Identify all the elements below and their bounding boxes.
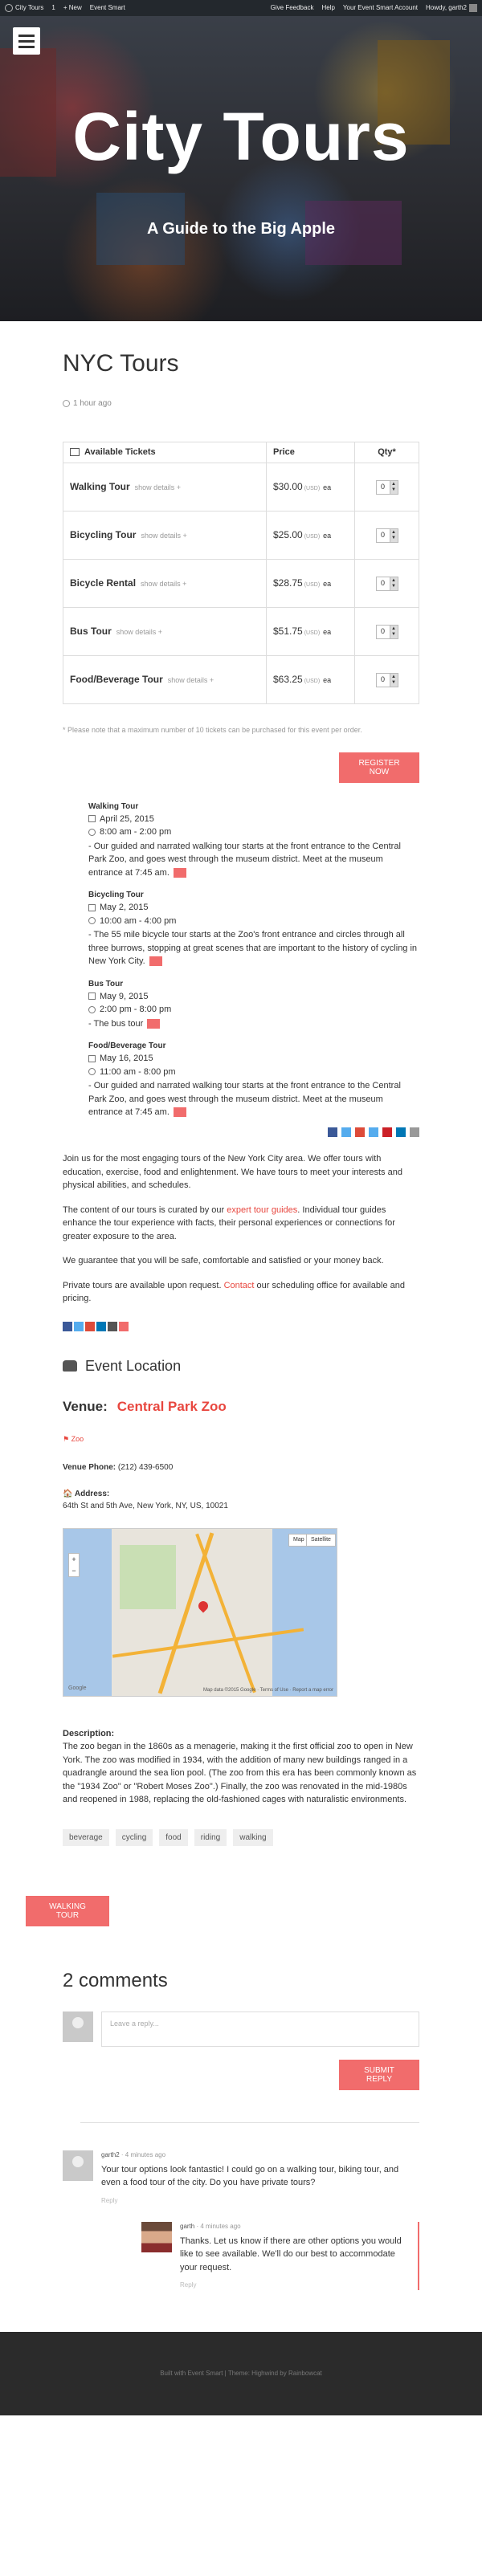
walking-tour-category-button[interactable]: WALKING TOUR xyxy=(26,1896,109,1926)
share-icons-bottom xyxy=(63,1322,419,1331)
ticket-unit: ea xyxy=(323,532,332,540)
map-tab[interactable]: Map xyxy=(288,1534,309,1547)
site-footer: Built with Event Smart | Theme: Highwind by Rainbowcat xyxy=(0,2332,482,2415)
ticket-name: Food/Beverage Tour xyxy=(70,674,163,686)
schedule-title: Bus Tour xyxy=(88,979,124,988)
schedule-title: Walking Tour xyxy=(88,801,139,811)
body-paragraph-2: The content of our tours is curated by our expert tour guides. Individual tour guides enhance the tour experience with facts, their personal experiences or connections for greater exposure to the area. xyxy=(63,1204,395,1241)
calendar-icon xyxy=(88,815,96,822)
schedule-item: Food/Beverage Tour May 16, 2015 11:00 am - 8:00 pm - Our guided and narrated walking tour starts at the front entrance to the Central Park Zoo, and goes west through the museum district. Meet at the museum entrance at 7:45 am. xyxy=(88,1040,419,1119)
ticket-currency: (USD) xyxy=(304,534,321,540)
ticket-currency: (USD) xyxy=(304,679,321,685)
tag-link[interactable]: cycling xyxy=(116,1829,153,1846)
clock-icon xyxy=(88,1068,96,1075)
ticket-price: $25.00 xyxy=(273,529,303,541)
expert-guides-link[interactable]: expert tour guides xyxy=(227,1204,298,1215)
chevron-down-icon: ▲ ▼ xyxy=(390,674,398,687)
comment-textarea[interactable]: Leave a reply... xyxy=(101,2011,419,2047)
admin-feedback[interactable]: Give Feedback xyxy=(270,4,314,11)
hamburger-icon xyxy=(18,35,35,37)
page-title: NYC Tours xyxy=(63,350,179,377)
schedule-title: Food/Beverage Tour xyxy=(88,1041,166,1050)
pinterest-icon[interactable] xyxy=(382,1127,392,1137)
ticket-price: $28.75 xyxy=(273,577,303,589)
ticket-name: Walking Tour xyxy=(70,481,130,493)
site-title[interactable]: City Tours xyxy=(72,99,410,174)
ticket-header-qty: Qty* xyxy=(355,442,419,463)
quantity-select[interactable]: 0 ▲ ▼ xyxy=(376,480,398,495)
reply-form xyxy=(63,2011,419,2047)
tag-link[interactable]: riding xyxy=(194,1829,227,1846)
twitter-icon[interactable] xyxy=(341,1127,351,1137)
show-details-link[interactable]: show details + xyxy=(167,676,214,685)
wordpress-icon xyxy=(5,4,13,12)
chevron-down-icon: ▲ ▼ xyxy=(390,529,398,542)
facebook-icon[interactable] xyxy=(328,1127,337,1137)
menu-toggle-button[interactable] xyxy=(13,27,40,55)
facebook-icon[interactable] xyxy=(63,1322,72,1331)
ticket-currency: (USD) xyxy=(304,630,321,637)
reply-link[interactable]: Reply xyxy=(180,2281,197,2289)
ticket-link-icon[interactable] xyxy=(174,1107,186,1117)
ticket-unit: ea xyxy=(323,628,332,637)
submit-reply-button[interactable]: SUBMIT REPLY xyxy=(339,2060,419,2090)
ticket-header-price: Price xyxy=(267,442,355,463)
body-paragraph-1: Join us for the most engaging tours of the New York City area. We offer tours with education, exercise, food and enlightenment. We have tours to meet your interests and physical abilities, and schedules. xyxy=(63,1154,402,1190)
admin-updates[interactable]: 1 xyxy=(51,4,55,11)
ticket-row xyxy=(63,608,419,656)
ticket-name: Bicycle Rental xyxy=(70,577,137,589)
schedule-item: Bus Tour May 9, 2015 2:00 pm - 8:00 pm - The bus tour xyxy=(88,978,419,1031)
ticket-price: $51.75 xyxy=(273,626,303,638)
admin-account[interactable]: Your Event Smart Account xyxy=(342,4,418,11)
twitter-icon[interactable] xyxy=(74,1322,84,1331)
calendar-icon xyxy=(88,904,96,911)
contact-link[interactable]: Contact xyxy=(223,1280,255,1290)
share-icons xyxy=(63,1127,419,1142)
show-details-link[interactable]: show details + xyxy=(141,532,187,540)
venue-map[interactable] xyxy=(63,1528,337,1697)
car-icon xyxy=(63,1360,77,1372)
comment xyxy=(63,2150,419,2291)
clock-icon xyxy=(88,1006,96,1013)
ticket-row xyxy=(63,560,419,608)
venue-phone: Venue Phone: (212) 439-6500 xyxy=(63,1462,174,1472)
ticket-link-icon[interactable] xyxy=(147,1019,160,1029)
map-attribution[interactable]: Map data ©2015 Google · Terms of Use · Report a map error xyxy=(202,1687,333,1693)
event-location-heading: Event Location xyxy=(63,1355,419,1377)
quantity-select[interactable]: 0 ▲ ▼ xyxy=(376,673,398,687)
admin-site-link[interactable]: City Tours xyxy=(5,3,43,13)
comment-reply xyxy=(141,2222,419,2291)
tag-link[interactable]: beverage xyxy=(63,1829,109,1846)
tumblr-icon[interactable] xyxy=(369,1127,378,1137)
post-date: 1 hour ago xyxy=(63,397,419,410)
map-pin-icon[interactable] xyxy=(197,1599,210,1612)
ticket-unit: ea xyxy=(323,483,332,492)
ticket-price: $30.00 xyxy=(273,481,303,493)
show-details-link[interactable]: show details + xyxy=(141,580,187,589)
map-zoom-control[interactable]: + − xyxy=(68,1553,80,1577)
admin-new[interactable]: + New xyxy=(63,4,82,11)
ticket-name: Bus Tour xyxy=(70,626,112,638)
linkedin-icon[interactable] xyxy=(396,1127,406,1137)
quantity-select[interactable]: 0 ▲ ▼ xyxy=(376,625,398,639)
body-paragraph-3: We guarantee that you will be safe, comfortable and satisfied or your money back. xyxy=(63,1256,384,1266)
site-tagline: A Guide to the Big Apple xyxy=(146,220,336,238)
comments-heading: 2 comments xyxy=(63,1969,168,1991)
venue: Venue: Central Park Zoo xyxy=(63,1398,227,1414)
tag-link[interactable]: food xyxy=(159,1829,187,1846)
tag-list xyxy=(63,1829,419,1846)
venue-description: Description: The zoo began in the 1860s as a menagerie, making it the first official zoo to open in New York. The zoo was modified in 1934, with the addition of many new buildings ranged in a quadrangle around the sea lion pool. (The zoo from this era has been commonly known as the "1934 Zoo" or "Robert Moses Zoo".) Finally, the zoo was renovated in the mid-1980s and reopened in 1988, replacing the old-fashioned cages with naturalistic environments. xyxy=(63,1728,417,1804)
quantity-select[interactable]: 0 ▲ ▼ xyxy=(376,528,398,543)
avatar xyxy=(63,2150,93,2181)
calendar-icon xyxy=(88,992,96,1000)
ticket-name: Bicycling Tour xyxy=(70,529,137,541)
email-icon[interactable] xyxy=(108,1322,117,1331)
admin-help[interactable]: Help xyxy=(321,4,335,11)
venue-category-link[interactable]: ⚑ Zoo xyxy=(63,1435,84,1443)
comment-meta: garth · 4 minutes ago xyxy=(180,2222,241,2230)
ticket-link-icon[interactable] xyxy=(149,956,162,966)
ticket-table xyxy=(63,442,419,704)
print-icon[interactable] xyxy=(119,1322,129,1331)
register-now-button[interactable]: REGISTER NOW xyxy=(339,752,419,783)
schedule-item: Bicycling Tour May 2, 2015 10:00 am - 4:00 pm - The 55 mile bicycle tour starts at the Zoo's front entrance and circles through all three burrows, stopping at great scenes that are important to the history of cycling in New York City. xyxy=(88,889,419,968)
ticket-unit: ea xyxy=(323,676,332,685)
hero-banner xyxy=(0,16,482,321)
avatar xyxy=(141,2222,172,2252)
ticket-row xyxy=(63,656,419,704)
ticket-currency: (USD) xyxy=(304,486,321,492)
chevron-down-icon: ▲ ▼ xyxy=(390,626,398,638)
admin-event-smart[interactable]: Event Smart xyxy=(89,4,125,11)
ticket-row xyxy=(63,463,419,512)
ticket-price: $63.25 xyxy=(273,674,303,686)
ticket-row xyxy=(63,512,419,560)
body-paragraph-4: Private tours are available upon request. Contact our scheduling office for available and pricing. xyxy=(63,1280,406,1303)
ticket-note: * Please note that a maximum number of 10 tickets can be purchased for this event per order. xyxy=(63,726,362,734)
comment-text: Thanks. Let us know if there are other options you would like to see available. We'll do our best to accommodate your request. xyxy=(180,2236,402,2272)
comment-meta: garth2 · 4 minutes ago xyxy=(101,2150,166,2158)
googleplus-icon[interactable] xyxy=(85,1322,95,1331)
schedule-title: Bicycling Tour xyxy=(88,891,144,899)
venue-link[interactable]: Central Park Zoo xyxy=(116,1398,227,1414)
schedule-item: Walking Tour April 25, 2015 8:00 am - 2:00 pm - Our guided and narrated walking tour starts at the front entrance to the Central Park Zoo, and goes west through the museum district. Meet at the museum entrance at 7:45 am. xyxy=(88,801,419,880)
event-schedule xyxy=(88,801,419,1119)
reply-link[interactable]: Reply xyxy=(101,2196,118,2204)
comment-text: Your tour options look fantastic! I could go on a walking tour, biking tour, and even a food tour of the city. Do you have private tours? xyxy=(101,2164,399,2187)
linkedin-icon[interactable] xyxy=(96,1322,106,1331)
divider xyxy=(80,2122,419,2123)
ticket-link-icon[interactable] xyxy=(174,868,186,878)
avatar xyxy=(469,4,477,12)
clock-icon xyxy=(63,400,70,407)
chevron-down-icon: ▲ ▼ xyxy=(390,481,398,494)
googleplus-icon[interactable] xyxy=(355,1127,365,1137)
clock-icon xyxy=(88,829,96,836)
clock-icon xyxy=(88,917,96,924)
email-icon[interactable] xyxy=(410,1127,419,1137)
show-details-link[interactable]: show details + xyxy=(134,483,181,492)
quantity-select[interactable]: 0 ▲ ▼ xyxy=(376,577,398,591)
map-logo: Google xyxy=(68,1685,87,1691)
ticket-header-name: Available Tickets xyxy=(63,442,267,463)
show-details-link[interactable]: show details + xyxy=(116,628,163,637)
tag-link[interactable]: walking xyxy=(233,1829,272,1846)
venue-address: 🏠 Address: 64th St and 5th Ave, New York, NY, US, 10021 xyxy=(63,1489,228,1510)
ticket-icon xyxy=(70,448,80,456)
calendar-icon xyxy=(88,1055,96,1062)
ticket-currency: (USD) xyxy=(304,582,321,589)
ticket-unit: ea xyxy=(323,580,332,589)
satellite-tab[interactable]: Satellite xyxy=(306,1534,336,1547)
avatar xyxy=(63,2011,93,2042)
admin-howdy[interactable]: Howdy, garth2 xyxy=(426,3,477,13)
chevron-down-icon: ▲ ▼ xyxy=(390,577,398,590)
admin-bar xyxy=(0,0,482,16)
